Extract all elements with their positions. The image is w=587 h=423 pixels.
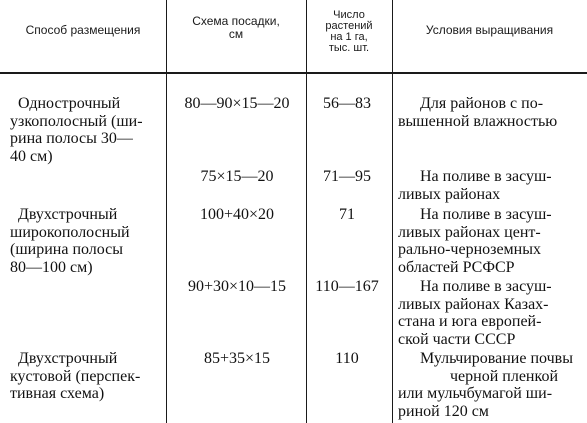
header-scheme-line: см: [228, 27, 244, 41]
row5-scheme: 85+35×15: [203, 350, 271, 367]
row1-conditions: [398, 95, 583, 130]
header-conditions-text: Условия выращивания: [425, 23, 554, 37]
header-scheme-line: Схема посадки,: [192, 14, 280, 28]
placement-line: узкополосный (ши-: [10, 112, 143, 130]
conditions-line: риной 120 см: [398, 402, 489, 420]
row4-plants: 110—167: [315, 278, 379, 295]
header-plants-line: растений: [325, 20, 373, 32]
row2-scheme: 75×15—20: [200, 168, 274, 185]
row5-plants: 110: [335, 350, 359, 367]
placement-line: Двухстрочный: [18, 206, 118, 223]
conditions-line: вышенной влажностью: [398, 112, 558, 130]
placement-line: тивная схема): [10, 385, 105, 403]
header-placement: [0, 24, 166, 37]
conditions-line: На поливе в засуш-: [420, 206, 552, 223]
row4-scheme: 90+30×10—15: [187, 278, 287, 295]
row4-conditions: [398, 278, 583, 348]
placement-line: Двухстрочный: [18, 350, 118, 367]
conditions-line: На поливе в засуш-: [420, 278, 552, 295]
conditions-line: черной пленкой: [450, 367, 559, 385]
header-bottom-rule: [0, 72, 587, 74]
conditions-line: ливых районах цент-: [398, 223, 541, 241]
row5-placement: [10, 350, 160, 403]
placement-line: Однострочный: [18, 95, 121, 112]
placement-line: 80—100 см): [10, 258, 93, 276]
placement-line: кустовой (перспек-: [10, 367, 141, 385]
header-plants: [306, 10, 392, 54]
header-scheme: [166, 15, 306, 41]
placement-line: рина полосы 30—: [10, 130, 133, 148]
conditions-line: Мульчирование почвы: [420, 350, 573, 367]
conditions-line: стана и юга европей-: [398, 313, 542, 331]
row1-scheme: 80—90×15—20: [184, 95, 290, 112]
conditions-line: или мульчбумагой ши-: [398, 385, 553, 403]
row1-plants: 56—83: [323, 95, 371, 112]
row5-conditions: [398, 350, 583, 420]
column-divider-3: [392, 0, 393, 423]
header-plants-line: на 1 га,: [330, 31, 368, 43]
header-placement-text: Способ размещения: [25, 23, 141, 37]
conditions-line: рально-черноземных: [398, 241, 541, 259]
header-plants-line: Число: [333, 9, 365, 21]
conditions-line: областей РСФСР: [398, 258, 515, 276]
row3-scheme: 100+40×20: [199, 206, 275, 223]
header-plants-line: тыс. шт.: [328, 42, 370, 54]
column-divider-1: [166, 0, 167, 423]
row2-plants: 71—95: [323, 168, 371, 185]
row3-conditions: [398, 206, 583, 276]
conditions-line: На поливе в засуш-: [420, 168, 552, 185]
placement-line: 40 см): [10, 147, 53, 165]
row3-plants: 71: [339, 206, 355, 223]
conditions-line: ливых районах: [398, 185, 501, 203]
header-conditions: [392, 24, 587, 37]
conditions-line: ливых районах Казах-: [398, 295, 549, 313]
placement-line: широкополосный: [10, 223, 130, 241]
row1-placement: [10, 95, 160, 165]
row2-conditions: [398, 168, 583, 203]
conditions-line: Для районов с по-: [420, 95, 544, 112]
conditions-line: ской части СССР: [398, 330, 516, 348]
placement-line: (ширина полосы: [10, 241, 124, 259]
row3-placement: [10, 206, 160, 276]
